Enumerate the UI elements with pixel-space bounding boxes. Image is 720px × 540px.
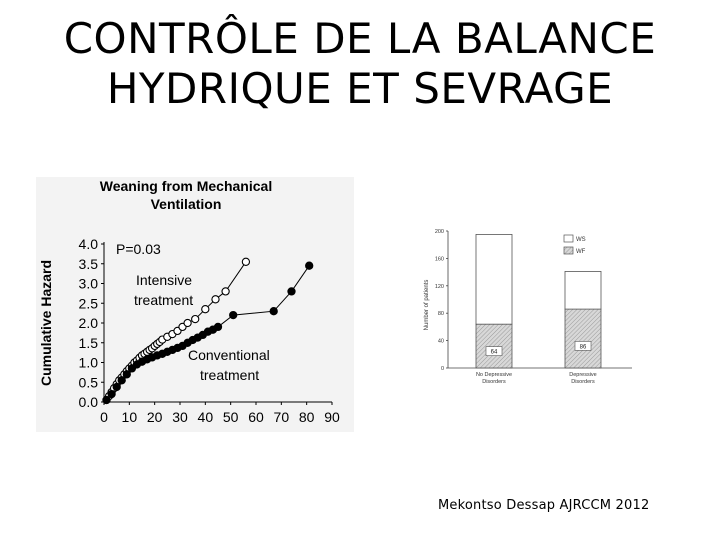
conventional-label-line-2: treatment bbox=[200, 367, 260, 383]
bar-y-tick-label: 40 bbox=[437, 338, 444, 345]
slide-title-line-2: HYDRIQUE ET SEVRAGE bbox=[106, 64, 614, 113]
x-tick-label: 10 bbox=[121, 409, 138, 425]
x-tick-label: 0 bbox=[100, 409, 108, 425]
bar-category-label: Depressive bbox=[569, 372, 597, 378]
conventional-point bbox=[118, 377, 125, 384]
legend-swatch-wf bbox=[564, 247, 573, 254]
depression-bar-chart bbox=[408, 215, 636, 393]
y-tick-label: 3.0 bbox=[78, 275, 98, 292]
intensive-label-line-2: treatment bbox=[134, 292, 194, 308]
bar-segment-wf bbox=[565, 309, 601, 368]
bar-y-tick-label: 80 bbox=[437, 311, 444, 318]
x-tick-label: 50 bbox=[222, 409, 239, 425]
intensive-label-line-1: Intensive bbox=[136, 272, 193, 288]
intensive-point bbox=[202, 306, 209, 313]
bar-segment-wf bbox=[476, 324, 512, 368]
bar-category-label: Disorders bbox=[482, 379, 506, 385]
conventional-label-line-1: Conventional bbox=[188, 347, 270, 363]
slide-title bbox=[0, 14, 720, 114]
bar-y-tick-label: 120 bbox=[434, 283, 444, 290]
conventional-point bbox=[108, 391, 115, 398]
legend-label-ws: WS bbox=[576, 237, 586, 243]
p-value-label: P=0.03 bbox=[116, 241, 161, 257]
x-tick-label: 40 bbox=[197, 409, 214, 425]
bar-segment-ws bbox=[476, 234, 512, 324]
y-tick-label: 4.0 bbox=[78, 236, 98, 252]
bar-value-label: 64 bbox=[490, 349, 498, 356]
x-tick-label: 90 bbox=[324, 409, 340, 425]
bar-category-label: No Depressive bbox=[475, 372, 513, 378]
bar-segment-ws bbox=[565, 271, 601, 309]
conventional-point bbox=[103, 396, 110, 403]
x-tick-label: 80 bbox=[298, 409, 315, 425]
bar-y-axis-label: Number of patients bbox=[424, 279, 430, 331]
y-tick-label: 3.5 bbox=[78, 255, 98, 272]
intensive-point bbox=[222, 288, 229, 295]
conventional-point bbox=[123, 371, 130, 378]
legend-label-wf: WF bbox=[576, 249, 586, 255]
bar-category-label: Disorders bbox=[571, 379, 595, 385]
x-tick-label: 70 bbox=[273, 409, 290, 425]
y-tick-label: 1.5 bbox=[78, 334, 98, 351]
intensive-point bbox=[212, 296, 219, 303]
intensive-point bbox=[242, 258, 249, 265]
y-tick-label: 2.0 bbox=[78, 315, 98, 331]
bar-legend bbox=[564, 235, 586, 255]
conventional-point bbox=[214, 323, 221, 330]
y-tick-label: 0.5 bbox=[78, 374, 98, 391]
conventional-point bbox=[306, 262, 313, 269]
conventional-point bbox=[230, 312, 237, 319]
conventional-point bbox=[113, 383, 120, 390]
intensive-point bbox=[192, 316, 199, 323]
y-tick-label: 1.0 bbox=[78, 354, 98, 371]
bar-value-label: 86 bbox=[579, 344, 587, 351]
x-tick-label: 30 bbox=[172, 409, 188, 425]
bar-y-tick-label: 200 bbox=[434, 229, 444, 235]
bar-y-tick-label: 0 bbox=[440, 366, 444, 372]
y-axis-label: Cumulative Hazard bbox=[38, 259, 54, 387]
chart-title-line-2: Ventilation bbox=[150, 196, 222, 212]
bar-y-tick-label: 160 bbox=[434, 256, 444, 263]
bar-axes bbox=[435, 229, 632, 372]
legend-swatch-ws bbox=[564, 235, 573, 242]
conventional-point bbox=[270, 308, 277, 315]
bar-series-layer bbox=[476, 234, 601, 385]
y-tick-label: 2.5 bbox=[78, 295, 98, 312]
x-tick-label: 60 bbox=[248, 409, 264, 425]
y-tick-label: 0.0 bbox=[78, 394, 98, 410]
x-tick-label: 20 bbox=[146, 409, 163, 425]
intensive-point bbox=[184, 319, 191, 326]
conventional-point bbox=[288, 288, 295, 295]
citation: Mekontso Dessap AJRCCM 2012 bbox=[438, 498, 650, 513]
weaning-hazard-chart bbox=[36, 177, 354, 432]
slide-title-line-1: CONTRÔLE DE LA BALANCE bbox=[63, 14, 657, 63]
chart-title-line-1: Weaning from Mechanical bbox=[99, 178, 273, 194]
